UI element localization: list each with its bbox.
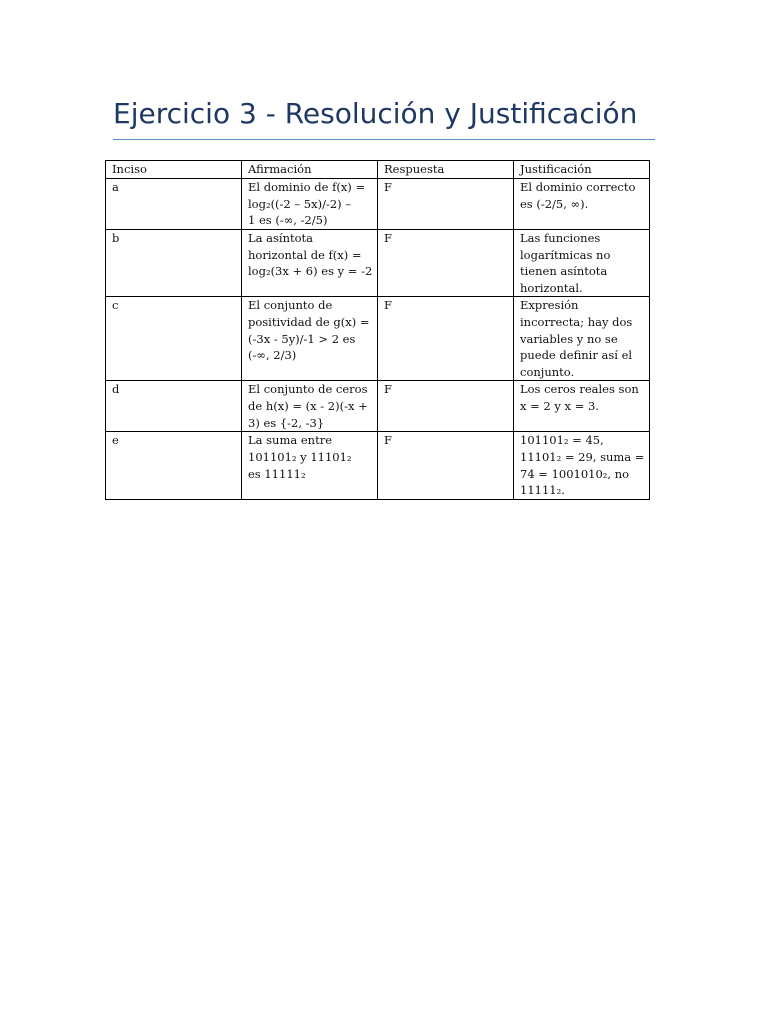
table-row: [106, 297, 650, 381]
cell-justificacion: [514, 179, 650, 230]
cell-respuesta: F: [378, 381, 514, 432]
cell-line: 11101₂ = 29, suma =: [520, 449, 645, 464]
cell-line: logarítmicas no: [520, 247, 611, 262]
cell-line: horizontal.: [520, 280, 583, 295]
cell-afirmacion: [242, 297, 378, 381]
cell-afirmacion: [242, 179, 378, 230]
cell-line: El dominio de f(x) =: [248, 180, 366, 194]
table-row: [106, 179, 650, 230]
cell-line: 3) es {-2, -3}: [248, 415, 325, 430]
cell-justificacion: [514, 381, 650, 432]
header-inciso: Inciso: [106, 161, 242, 179]
cell-line: La suma entre: [248, 433, 333, 448]
cell-afirmacion: [242, 230, 378, 297]
cell-respuesta: F: [378, 297, 514, 381]
header-justificacion: Justificación: [514, 161, 650, 179]
cell-line: positividad de g(x) =: [248, 314, 370, 329]
cell-justificacion: [514, 432, 650, 499]
cell-line: log₂(3x + 6) es y = -2: [248, 264, 373, 279]
cell-afirmacion: [242, 432, 378, 499]
cell-line: El dominio correcto: [520, 180, 636, 194]
cell-line: horizontal de f(x) =: [248, 247, 362, 262]
cell-afirmacion: [242, 381, 378, 432]
cell-inciso: d: [106, 381, 242, 432]
cell-respuesta: F: [378, 179, 514, 230]
cell-line: es (-2/5, ∞).: [520, 196, 589, 211]
cell-line: conjunto.: [520, 364, 575, 379]
cell-line: incorrecta; hay dos: [520, 314, 633, 329]
cell-inciso: e: [106, 432, 242, 499]
cell-line: puede definir así el: [520, 348, 633, 363]
cell-respuesta: F: [378, 432, 514, 499]
cell-line: 11111₂.: [520, 483, 565, 498]
cell-line: log₂((-2 – 5x)/-2) –: [248, 196, 352, 211]
cell-line: La asíntota: [248, 231, 314, 245]
cell-respuesta: F: [378, 230, 514, 297]
cell-line: tienen asíntota: [520, 264, 608, 279]
cell-line: Los ceros reales son: [520, 382, 639, 397]
cell-inciso: c: [106, 297, 242, 381]
table-header-row: [106, 161, 650, 179]
cell-line: Expresión: [520, 298, 579, 313]
table-row: [106, 432, 650, 499]
cell-line: es 11111₂: [248, 466, 306, 481]
cell-line: variables y no se: [520, 331, 618, 346]
table-row: [106, 381, 650, 432]
cell-line: El conjunto de: [248, 298, 333, 313]
title-underline: [113, 139, 655, 140]
cell-line: El conjunto de ceros: [248, 382, 368, 397]
cell-line: (-3x - 5y)/-1 > 2 es: [248, 331, 356, 346]
cell-justificacion: [514, 297, 650, 381]
table-row: [106, 230, 650, 297]
cell-justificacion: [514, 230, 650, 297]
cell-inciso: a: [106, 179, 242, 230]
answers-table: [105, 160, 650, 500]
cell-line: 101101₂ = 45,: [520, 433, 604, 448]
cell-line: 101101₂ y 11101₂: [248, 449, 352, 464]
cell-line: de h(x) = (x - 2)(-x +: [248, 398, 368, 413]
header-respuesta: Respuesta: [378, 161, 514, 179]
header-afirmacion: Afirmación: [242, 161, 378, 179]
cell-line: 1 es (-∞, -2/5): [248, 213, 328, 228]
cell-inciso: b: [106, 230, 242, 297]
cell-line: (-∞, 2/3): [248, 348, 297, 363]
cell-line: 74 = 1001010₂, no: [520, 466, 630, 481]
page-title: Ejercicio 3 - Resolución y Justificación: [113, 97, 638, 130]
cell-line: Las funciones: [520, 231, 601, 245]
cell-line: x = 2 y x = 3.: [520, 398, 599, 413]
